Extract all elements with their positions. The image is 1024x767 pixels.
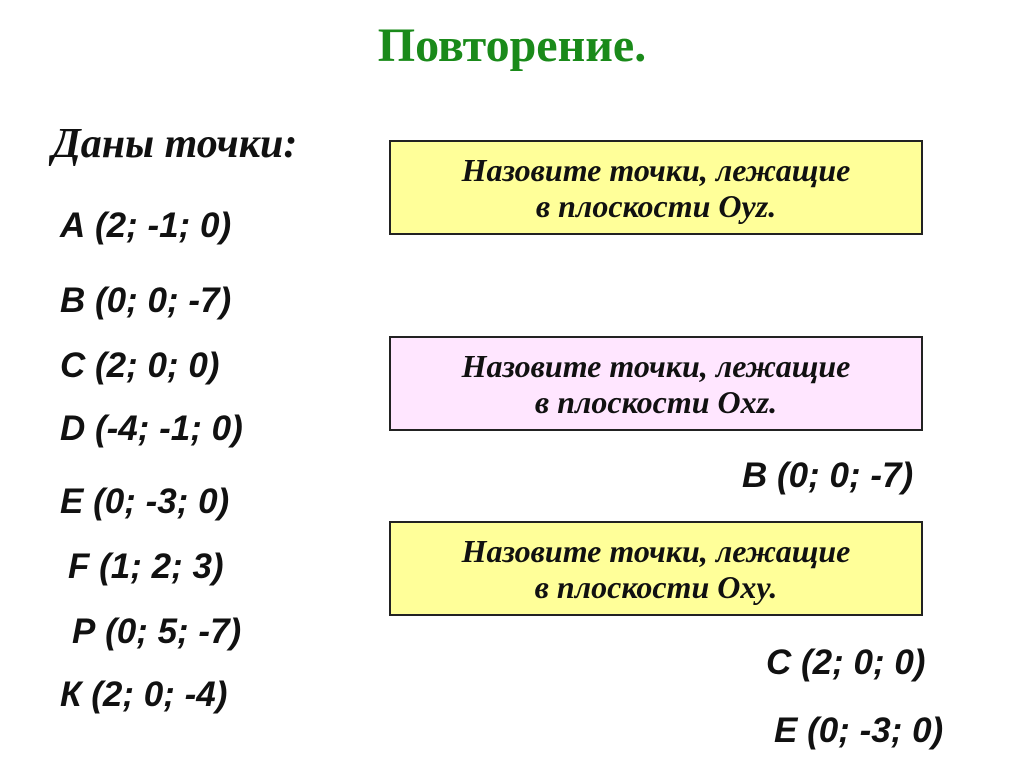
answer-oxy-point-c: С (2; 0; 0) (766, 643, 926, 682)
question-oxy-line1: Назовите точки, лежащие (461, 533, 851, 569)
answer-oxy-point-e: Е (0; -3; 0) (774, 711, 944, 750)
question-box-oxy (389, 521, 923, 616)
point-d: D (-4; -1; 0) (60, 409, 243, 448)
point-b: В (0; 0; -7) (60, 281, 232, 320)
point-a: А (2; -1; 0) (60, 206, 232, 245)
question-oxz-line2: в плоскости Oxz. (534, 384, 778, 420)
given-points-label: Даны точки: (52, 121, 298, 167)
point-c: С (2; 0; 0) (60, 346, 220, 385)
point-e: Е (0; -3; 0) (60, 482, 230, 521)
point-p: Р (0; 5; -7) (72, 612, 242, 651)
answer-oxz-point-b: В (0; 0; -7) (742, 456, 914, 495)
question-oxz-line1: Назовите точки, лежащие (461, 348, 851, 384)
question-oyz-line1: Назовите точки, лежащие (461, 152, 851, 188)
question-oyz-line2: в плоскости Oyz. (535, 188, 777, 224)
question-box-oxz (389, 336, 923, 431)
question-oxy-line2: в плоскости Oxy. (534, 569, 778, 605)
point-f: F (1; 2; 3) (68, 547, 224, 586)
question-box-oyz (389, 140, 923, 235)
slide-title: Повторение. (377, 19, 647, 72)
point-k: К (2; 0; -4) (60, 675, 228, 714)
